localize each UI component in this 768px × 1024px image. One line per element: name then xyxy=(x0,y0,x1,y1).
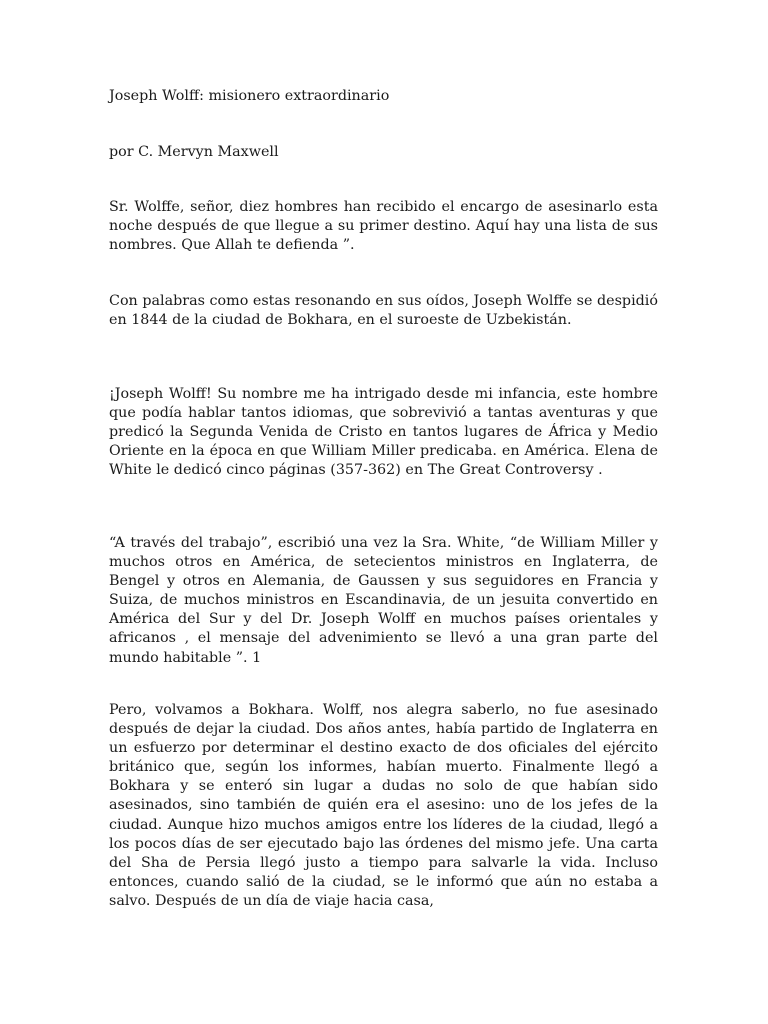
paragraph: ¡Joseph Wolff! Su nombre me ha intrigado desde mi infancia, este hombre que podía hablar tantos idiomas, que sobrevivió a tantas aventuras y que predicó la Segunda Venida de Cristo en tantos lugares de África y Medio Oriente en la época en que William Miller predicaba. en América. Elena de White le dedicó cinco páginas (357-362) en The Great Controversy . xyxy=(109,386,658,479)
document-title: Joseph Wolff: misionero extraordinario xyxy=(109,88,390,104)
paragraph: Pero, volvamos a Bokhara. Wolff, nos alegra saberlo, no fue asesinado después de dejar la ciudad. Dos años antes, había partido de Inglaterra en un esfuerzo por determinar el destino exacto de dos oficiales del ejército británico que, según los informes, habían muerto. Finalmente llegó a Bokhara y se enteró sin lugar a dudas no solo de que habían sido asesinados, sino también de quién era el asesino: uno de los jefes de la ciudad. Aunque hizo muchos amigos entre los líderes de la ciudad, llegó a los pocos días de ser ejecutado bajo las órdenes del mismo jefe. Una carta del Sha de Persia llegó justo a tiempo para salvarle la vida. Incluso entonces, cuando salió de la ciudad, se le informó que aún no estaba a salvo. Después de un día de viaje hacia casa, xyxy=(109,702,658,909)
author-byline: por C. Mervyn Maxwell xyxy=(109,144,279,160)
paragraph: “A través del trabajo”, escribió una vez la Sra. White, “de William Miller y muchos otros en América, de setecientos ministros en Inglaterra, de Bengel y otros en Alemania, de Gaussen y sus seguidores en Francia y Suiza, de muchos ministros en Escandinavia, de un jesuita convertido en América del Sur y del Dr. Joseph Wolff en muchos países orientales y africanos , el mensaje del advenimiento se llevó a una gran parte del mundo habitable ”. 1 xyxy=(109,535,658,666)
paragraph: Con palabras como estas resonando en sus oídos, Joseph Wolffe se despidió en 1844 de la ciudad de Bokhara, en el suroeste de Uzbekistán. xyxy=(109,293,658,329)
paragraph: Sr. Wolffe, señor, diez hombres han recibido el encargo de asesinarlo esta noche después de que llegue a su primer destino. Aquí hay una lista de sus nombres. Que Allah te defienda ”. xyxy=(109,199,658,254)
